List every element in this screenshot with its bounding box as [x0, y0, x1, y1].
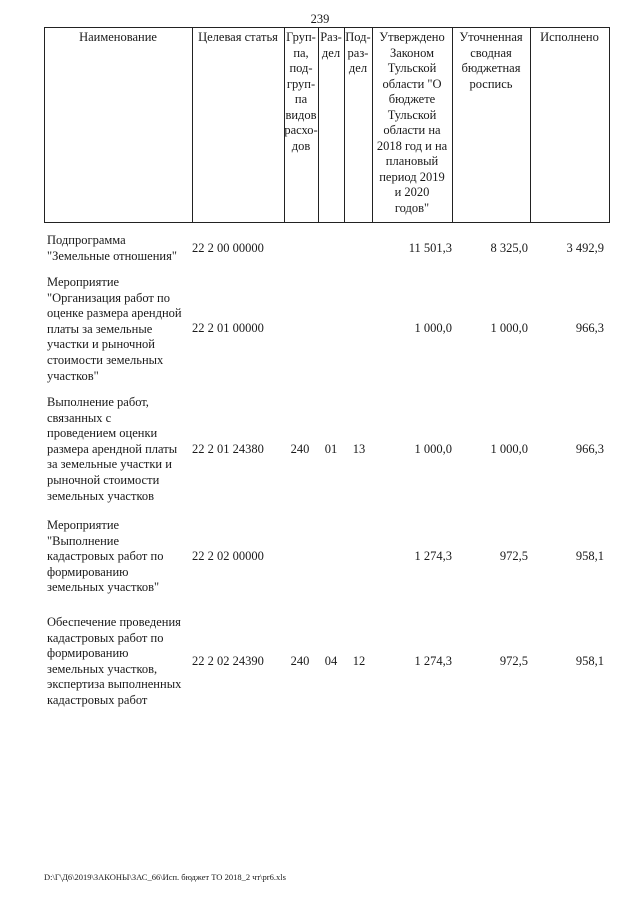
header-group: Груп- па, под- груп- па видов расхо- дов	[284, 30, 318, 153]
row-name: Мероприятие "Выполнение кадастровых работ по формированию земельных участков"	[47, 518, 164, 595]
header-refined: Уточненная сводная бюджетная роспись	[459, 30, 523, 91]
row-approved: 1 000,0	[414, 442, 452, 456]
row-refined: 972,5	[499, 549, 528, 563]
row-approved: 1 274,3	[414, 549, 452, 563]
table-row	[44, 233, 610, 267]
header-executed: Исполнено	[540, 30, 599, 44]
row-code: 22 2 01 00000	[192, 321, 264, 335]
row-code: 22 2 02 00000	[192, 549, 264, 563]
header-approved: Утверждено Законом Тульской области "О бюджете Тульской области на 2018 год и на плановый период 2019 и 2020 годов"	[376, 30, 448, 215]
row-name: Выполнение работ, связанных с проведением оценки размера арендной платы за земельные участки и рыночной стоимости земельных участков	[47, 395, 178, 503]
budget-table	[44, 27, 610, 707]
row-code: 22 2 00 00000	[192, 241, 264, 255]
row-section: 04	[324, 654, 338, 668]
row-group: 240	[290, 442, 310, 456]
table-row	[44, 395, 610, 507]
header-subsection: Под- раз- дел	[345, 30, 371, 75]
page-number: 239	[310, 12, 330, 26]
row-executed: 966,3	[575, 442, 604, 456]
row-executed: 958,1	[575, 549, 604, 563]
row-subsection: 13	[352, 442, 366, 456]
row-group: 240	[290, 654, 310, 668]
row-code: 22 2 01 24380	[192, 442, 264, 456]
row-section: 01	[324, 442, 338, 456]
table-header	[44, 27, 610, 223]
header-name: Наименование	[79, 30, 157, 44]
row-name: Обеспечение проведения кадастровых работ по формированию земельных участков, экспертиза выполненных кадастровых работ	[47, 615, 182, 707]
row-name: Мероприятие "Организация работ по оценке размера арендной платы за земельные участки и рыночной стоимости земельных участков"	[47, 275, 182, 383]
header-section: Раз- дел	[320, 30, 342, 60]
row-executed: 958,1	[575, 654, 604, 668]
table-row	[44, 518, 610, 598]
row-executed: 3 492,9	[566, 241, 604, 255]
row-refined: 972,5	[499, 654, 528, 668]
row-approved: 1 000,0	[414, 321, 452, 335]
header-target-article: Целевая статья	[198, 30, 278, 44]
table-row	[44, 615, 610, 711]
row-approved: 11 501,3	[408, 241, 452, 255]
row-executed: 966,3	[575, 321, 604, 335]
table-row	[44, 275, 610, 387]
row-approved: 1 274,3	[414, 654, 452, 668]
row-refined: 1 000,0	[490, 442, 528, 456]
row-subsection: 12	[352, 654, 366, 668]
row-code: 22 2 02 24390	[192, 654, 264, 668]
row-refined: 1 000,0	[490, 321, 528, 335]
row-refined: 8 325,0	[490, 241, 528, 255]
row-name: Подпрограмма "Земельные отношения"	[47, 233, 177, 263]
file-path-footer: D:\Г\Д6\2019\ЗАКОНЫ\ЗАС_66\Исп. бюджет ТО 2018_2 чт\pr6.xls	[44, 872, 286, 882]
